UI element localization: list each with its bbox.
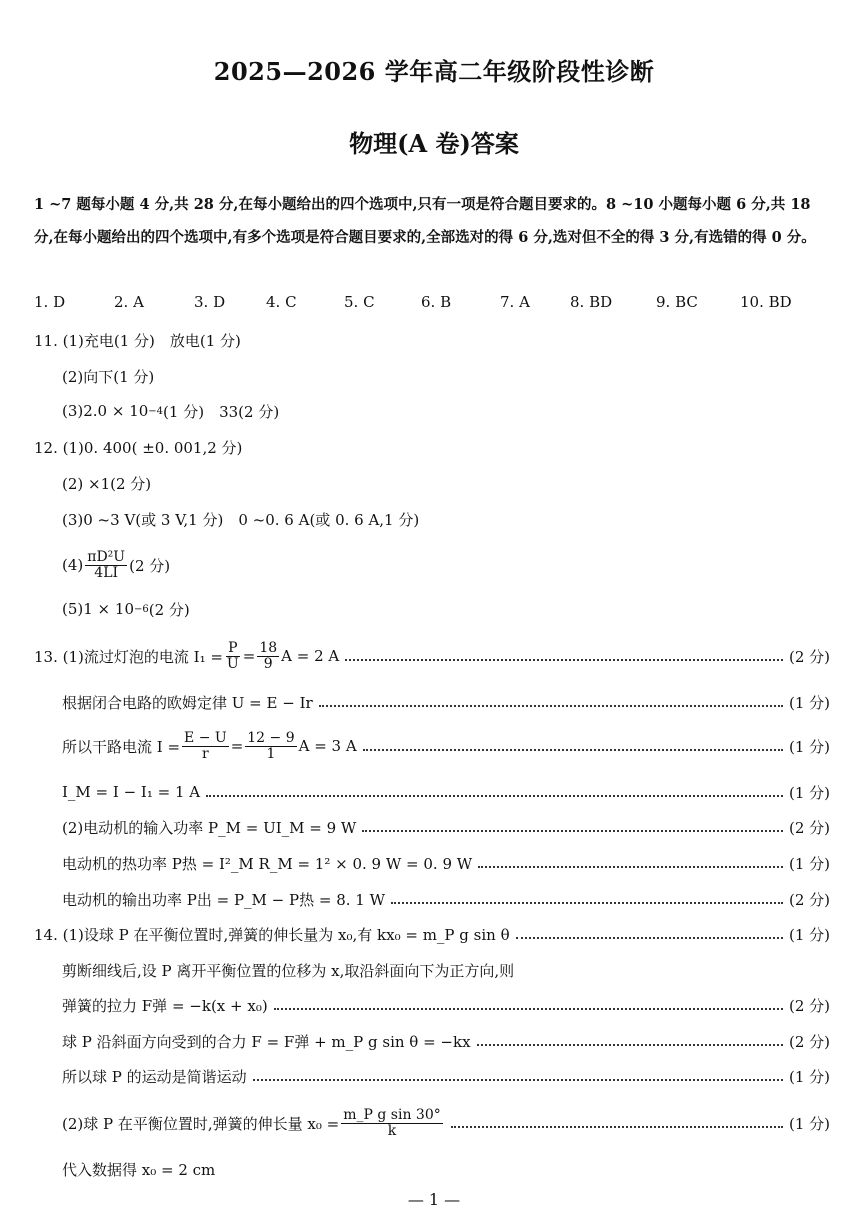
score: (1 分) (788, 1114, 830, 1133)
scoring-instructions: 1 ~7 题每小题 4 分,共 28 分,在每小题给出的四个选项中,只有一项是符合题目要求的。8 ~10 小题每小题 6 分,共 18 分,在每小题给出的四个选项中,有多个选项是符合题目要求的,全部选对的得 6 分,选对但不全的得 3 分,有选错的得 0 分。 (34, 196, 816, 247)
q14-row-2: 剪断细线后,设 P 离开平衡位置的位移为 x,取沿斜面向下为正方向,则 (62, 961, 515, 980)
leader-dots (478, 866, 783, 868)
resistivity-fraction: $\frac{\text{πD²U}}{4LI}$ (87, 548, 126, 581)
leader-dots (362, 830, 783, 832)
leader-dots (206, 795, 783, 797)
leader-dots (451, 1126, 783, 1128)
q13-row-3: 所以干路电流 I = $\frac{E - U}{r}$ = $\frac{12 - 9}{1}$ A = 3 A (1 分) (62, 729, 830, 762)
leader-dots (391, 902, 783, 904)
score: (2 分) (788, 647, 830, 666)
q12-line-1: 12. (1)0. 400( ±0. 001,2 分) (34, 438, 243, 457)
multiple-choice-answers (34, 293, 834, 315)
score: (1 分) (788, 783, 830, 802)
score: (1 分) (788, 737, 830, 756)
mc-answer-3: 3. D (194, 293, 226, 311)
q14-row-6: (2)球 P 在平衡位置时,弹簧的伸长量 x₀ = $\frac{\text{m\_P g sin 30°}}{k}$ (1 分) (62, 1106, 830, 1139)
q11-line-2: (2)向下(1 分) (62, 367, 155, 386)
score: (1 分) (788, 925, 830, 944)
leader-dots (363, 749, 783, 751)
page-number: — 1 — (407, 1190, 461, 1209)
mc-answer-1: 1. D (34, 293, 66, 311)
exam-subtitle: 物理(A 卷)答案 (349, 129, 519, 158)
q12-line-4: (4) $\frac{\text{πD²U}}{4LI}$ (2 分) (62, 548, 171, 581)
score: (2 分) (788, 890, 830, 909)
score: (1 分) (788, 1067, 830, 1086)
q14-row-5: 所以球 P 的运动是简谐运动 (1 分) (62, 1067, 830, 1086)
leader-dots (477, 1044, 783, 1046)
q12-line-2: (2) ×1(2 分) (62, 474, 152, 493)
exam-title: 2025—2026 学年高二年级阶段性诊断 (213, 57, 655, 86)
leader-dots (319, 705, 783, 707)
q13-row-5: (2)电动机的输入功率 P_M = UI_M = 9 W (2 分) (62, 818, 830, 837)
mc-answer-9: 9. BC (656, 293, 698, 311)
score: (2 分) (788, 1032, 830, 1051)
mc-answer-4: 4. C (266, 293, 297, 311)
q11-line-3: (3)2.0 × 10 −4 (1 分) 33(2 分) (62, 402, 280, 421)
mc-answer-2: 2. A (114, 293, 144, 311)
q11-line-1: 11. (1)充电(1 分) 放电(1 分) (34, 331, 241, 350)
q13-row-6: 电动机的热功率 P热 = I²_M R_M = 1² × 0. 9 W = 0. 9 W (1 分) (62, 854, 830, 873)
q13-row-2: 根据闭合电路的欧姆定律 U = E − Ir (1 分) (62, 693, 830, 712)
q13-row-7: 电动机的输出功率 P出 = P_M − P热 = 8. 1 W (2 分) (62, 890, 830, 909)
q14-row-3: 弹簧的拉力 F弹 = −k(x + x₀) (2 分) (62, 996, 830, 1015)
mc-answer-6: 6. B (421, 293, 452, 311)
score: (1 分) (788, 854, 830, 873)
mc-answer-8: 8. BD (570, 293, 613, 311)
q13-row-4: I_M = I − I₁ = 1 A (1 分) (62, 783, 830, 802)
mc-answer-7: 7. A (500, 293, 530, 311)
q14-row-4: 球 P 沿斜面方向受到的合力 F = F弹 + m_P g sin θ = −kx (2 分) (62, 1032, 830, 1051)
q14-row-7: 代入数据得 x₀ = 2 cm (62, 1160, 216, 1179)
leader-dots (516, 937, 783, 939)
mc-answer-10: 10. BD (740, 293, 792, 311)
q12-line-5: (5)1 × 10 −6 (2 分) (62, 600, 190, 619)
q13-row-1: 13. (1)流过灯泡的电流 I₁ = $\frac{P}{U}$ = $\frac{18}{9}$ A = 2 A (2 分) (34, 639, 830, 672)
score: (2 分) (788, 996, 830, 1015)
q12-line-3: (3)0 ~3 V(或 3 V,1 分) 0 ~0. 6 A(或 0. 6 A,1 分) (62, 510, 420, 529)
score: (1 分) (788, 693, 830, 712)
mc-answer-5: 5. C (344, 293, 375, 311)
q14-row-1: 14. (1)设球 P 在平衡位置时,弹簧的伸长量为 x₀,有 kx₀ = m_P g sin θ (1 分) (34, 925, 830, 944)
leader-dots (274, 1008, 783, 1010)
leader-dots (253, 1079, 783, 1081)
score: (2 分) (788, 818, 830, 837)
leader-dots (345, 659, 783, 661)
